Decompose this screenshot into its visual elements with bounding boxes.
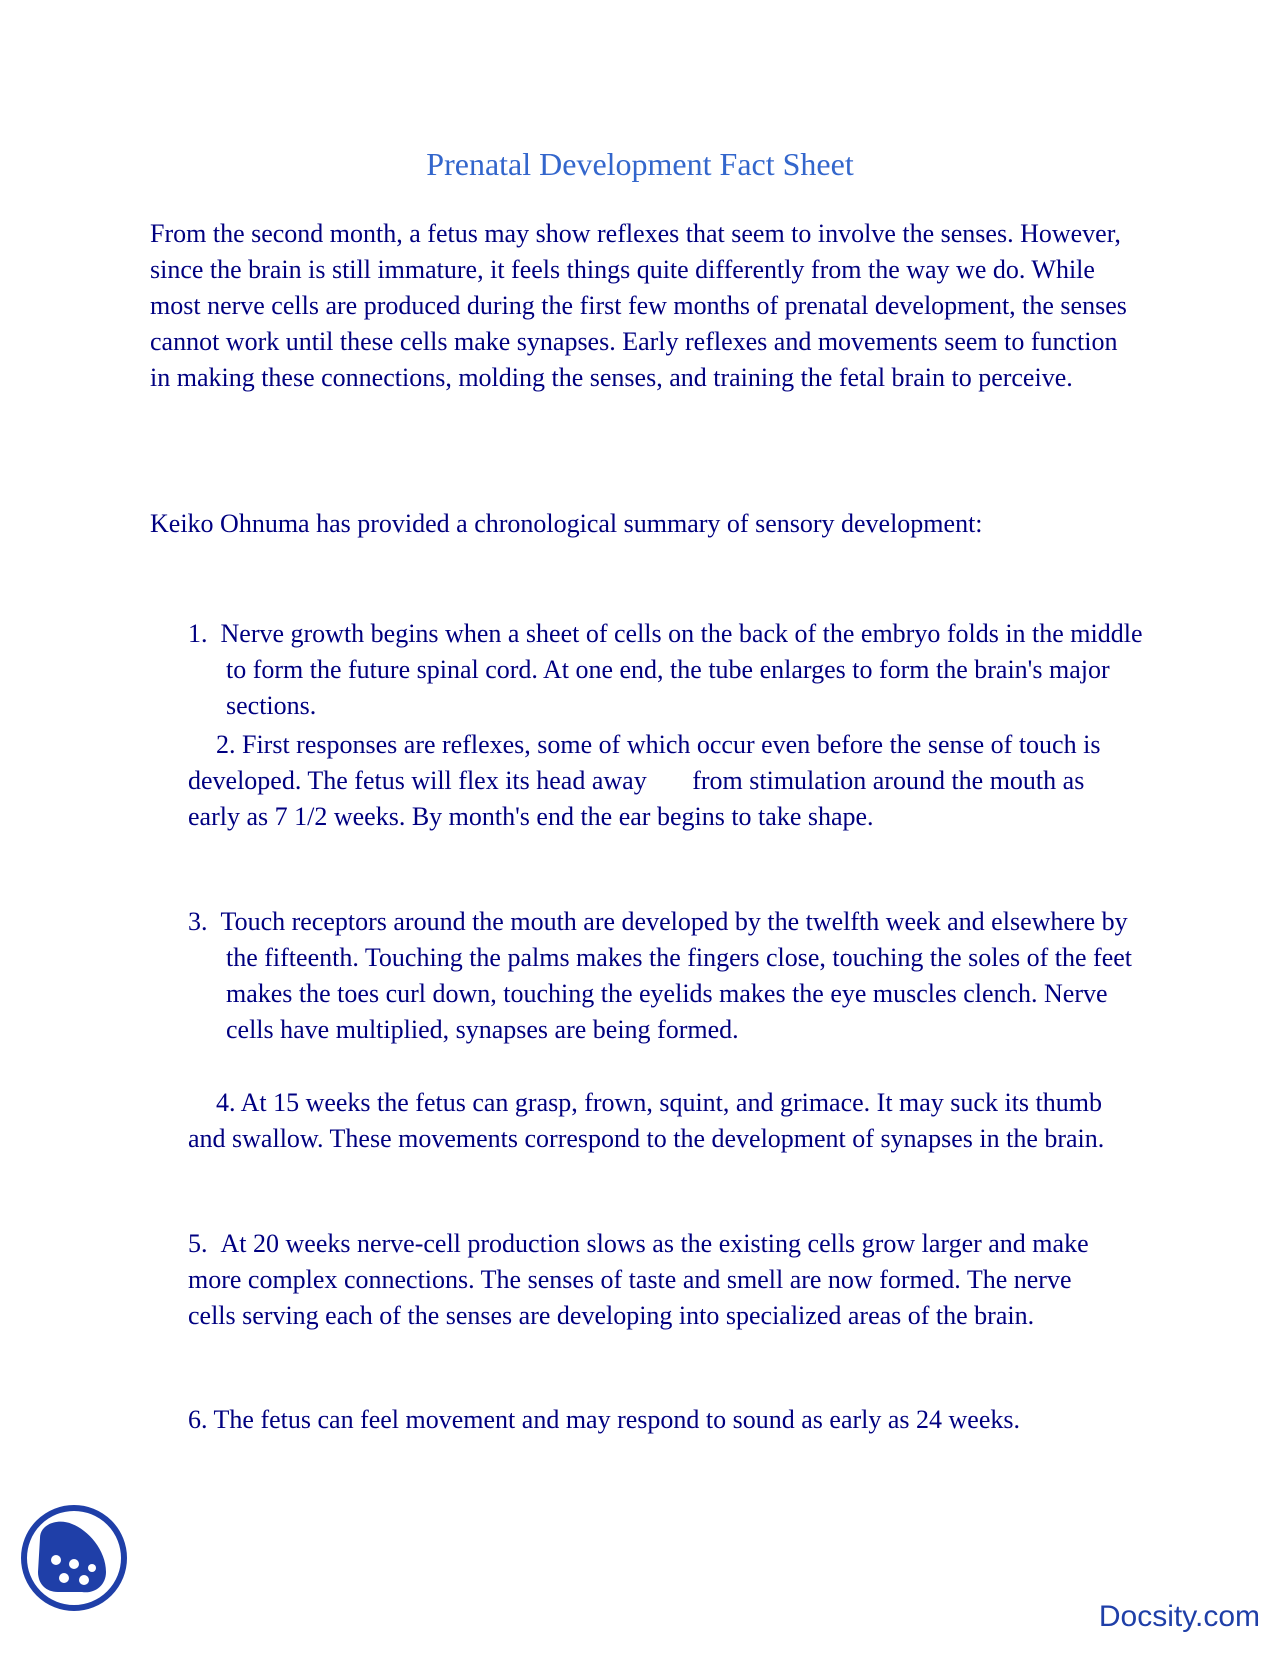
summary-lead-paragraph: Keiko Ohnuma has provided a chronological summary of sensory development:: [150, 509, 983, 538]
intro-paragraph: From the second month, a fetus may show reflexes that seem to involve the senses. However, since the brain is still immature, it feels things quite differently from the way we do. While most nerve cells are produced during the first few months of prenatal development, the senses cannot work until these cells make synapses. Early reflexes and movements seem to function in making these connections, molding the senses, and training the fetal brain to perceive.: [150, 219, 1127, 392]
page-title: Prenatal Development Fact Sheet: [426, 146, 854, 182]
list-item: 3. Touch receptors around the mouth are developed by the twelfth week and elsewhere by the fifteenth. Touching the palms makes the fingers close, touching the soles of the feet makes the toes curl down, touching the eyelids makes the eye muscles clench. Nerve cells have multiplied, synapses are being formed.: [188, 907, 1133, 1044]
list-item: 1. Nerve growth begins when a sheet of cells on the back of the embryo folds in the middle to form the future spinal cord. At one end, the tube enlarges to form the brain's major sections.: [188, 619, 1143, 720]
list-item: 4. At 15 weeks the fetus can grasp, frown, squint, and grimace. It may suck its thumb and swallow. These movements correspond to the development of synapses in the brain.: [188, 1088, 1105, 1153]
list-item: 6. The fetus can feel movement and may respond to sound as early as 24 weeks.: [188, 1405, 1020, 1434]
docsity-brand-text: Docsity.com: [1098, 1600, 1260, 1633]
list-item: 5. At 20 weeks nerve-cell production slows as the existing cells grow larger and make more complex connections. The senses of taste and smell are now formed. The nerve cells serving each of the senses are developing into specialized areas of the brain.: [188, 1229, 1089, 1330]
list-item: 2. First responses are reflexes, some of which occur even before the sense of touch is developed. The fetus will flex its head away from stimulation around the mouth as early as 7 1/2 weeks. By month's end the ear begins to take shape.: [188, 730, 1101, 831]
docsity-logo-icon: [18, 1502, 130, 1614]
